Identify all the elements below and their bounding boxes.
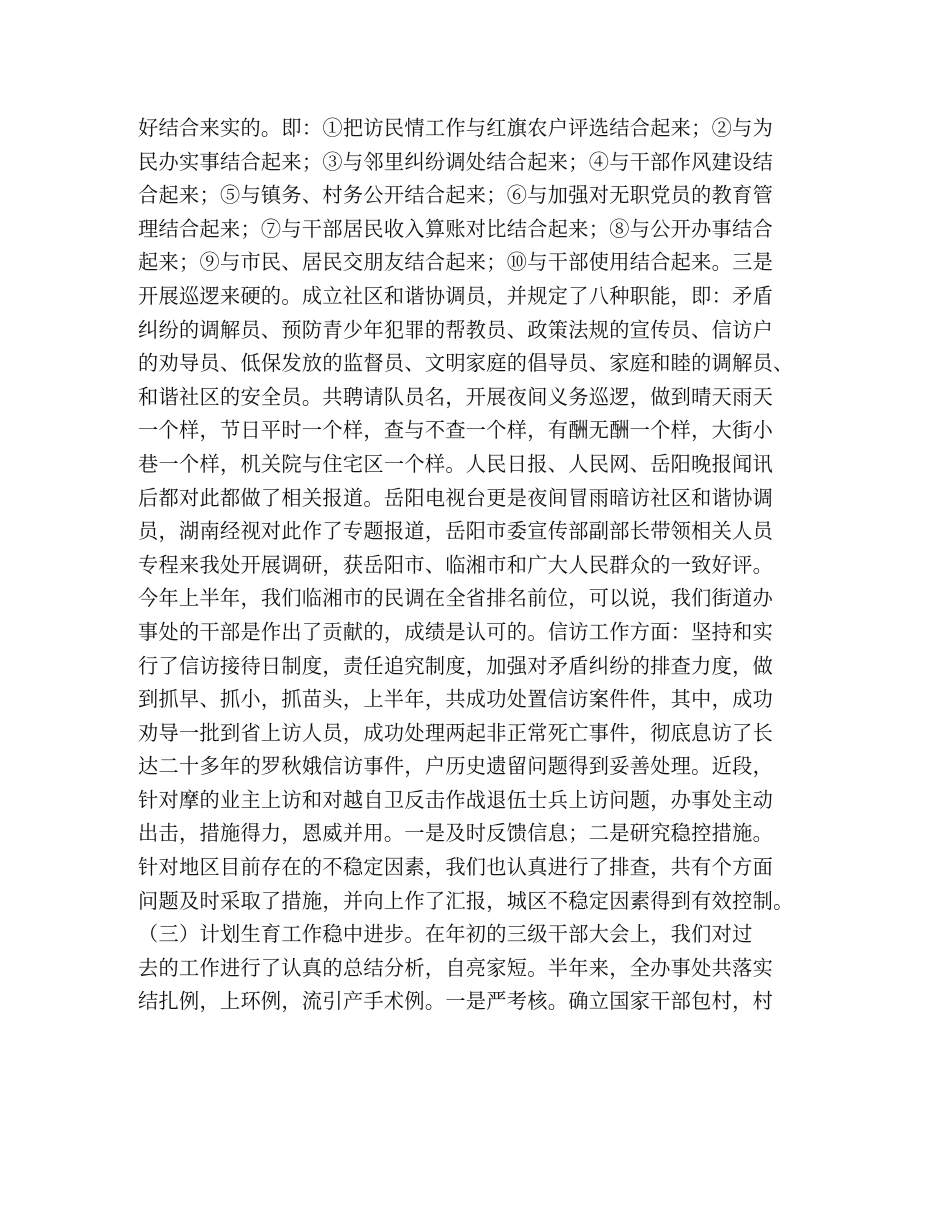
text-line: 到抓早、抓小，抓苗头，上半年，共成功处置信访案件件，其中，成功 <box>138 687 774 712</box>
text-line: 达二十多年的罗秋娥信访事件，户历史遗留问题得到妥善处理。近段， <box>138 754 774 779</box>
text-line: 纠纷的调解员、预防青少年犯罪的帮教员、政策法规的宣传员、信访户 <box>138 317 774 342</box>
text-line: 针对地区目前存在的不稳定因素，我们也认真进行了排查，共有个方面 <box>138 855 774 880</box>
text-line: 巷一个样，机关院与住宅区一个样。人民日报、人民网、岳阳晚报闻讯 <box>138 451 774 476</box>
text-line: 好结合来实的。即：①把访民情工作与红旗农户评选结合起来；②与为 <box>138 116 774 140</box>
text-line: （三）计划生育工作稳中进步。在年初的三级干部大会上，我们对过 <box>138 922 753 947</box>
text-line: 理结合起来；⑦与干部居民收入算账对比结合起来；⑧与公开办事结合 <box>138 216 774 241</box>
text-line: 去的工作进行了认真的总结分析，自亮家短。半年来，全办事处共落实 <box>138 955 774 980</box>
text-line: 事处的干部是作出了贡献的，成绩是认可的。信访工作方面：坚持和实 <box>138 619 774 644</box>
text-line: 员，湖南经视对此作了专题报道，岳阳市委宣传部副部长带领相关人员 <box>138 519 774 544</box>
text-line: 问题及时采取了措施，并向上作了汇报，城区不稳定因素得到有效控制。 <box>138 888 794 913</box>
text-line: 起来；⑨与市民、居民交朋友结合起来；⑩与干部使用结合起来。三是 <box>138 250 774 275</box>
text-line: 劝导一批到省上访人员，成功处理两起非正常死亡事件，彻底息访了长 <box>138 720 774 745</box>
text-line: 开展巡逻来硬的。成立社区和谐协调员，并规定了八种职能，即：矛盾 <box>138 283 774 308</box>
text-line: 后都对此都做了相关报道。岳阳电视台更是夜间冒雨暗访社区和谐协调 <box>138 485 774 510</box>
text-line: 今年上半年，我们临湘市的民调在全省排名前位，可以说，我们街道办 <box>138 586 774 611</box>
text-line: 针对摩的业主上访和对越自卫反击作战退伍士兵上访问题，办事处主动 <box>138 787 774 812</box>
text-line: 和谐社区的安全员。共聘请队员名，开展夜间义务巡逻，做到晴天雨天 <box>138 384 774 409</box>
text-line: 出击，措施得力，恩威并用。一是及时反馈信息；二是研究稳控措施。 <box>138 821 774 846</box>
text-line: 一个样，节日平时一个样，查与不查一个样，有酬无酬一个样，大街小 <box>138 418 774 443</box>
document-body <box>138 112 828 1019</box>
text-line: 民办实事结合起来；③与邻里纠纷调处结合起来；④与干部作风建设结 <box>138 149 774 174</box>
text-line: 专程来我处开展调研，获岳阳市、临湘市和广大人民群众的一致好评。 <box>138 552 774 577</box>
text-line: 结扎例，上环例，流引产手术例。一是严考核。确立国家干部包村，村 <box>138 989 774 1014</box>
text-line: 合起来；⑤与镇务、村务公开结合起来；⑥与加强对无职党员的教育管 <box>138 183 774 208</box>
text-line: 的劝导员、低保发放的监督员、文明家庭的倡导员、家庭和睦的调解员、 <box>138 351 794 376</box>
text-line: 行了信访接待日制度，责任追究制度，加强对矛盾纠纷的排查力度，做 <box>138 653 774 678</box>
